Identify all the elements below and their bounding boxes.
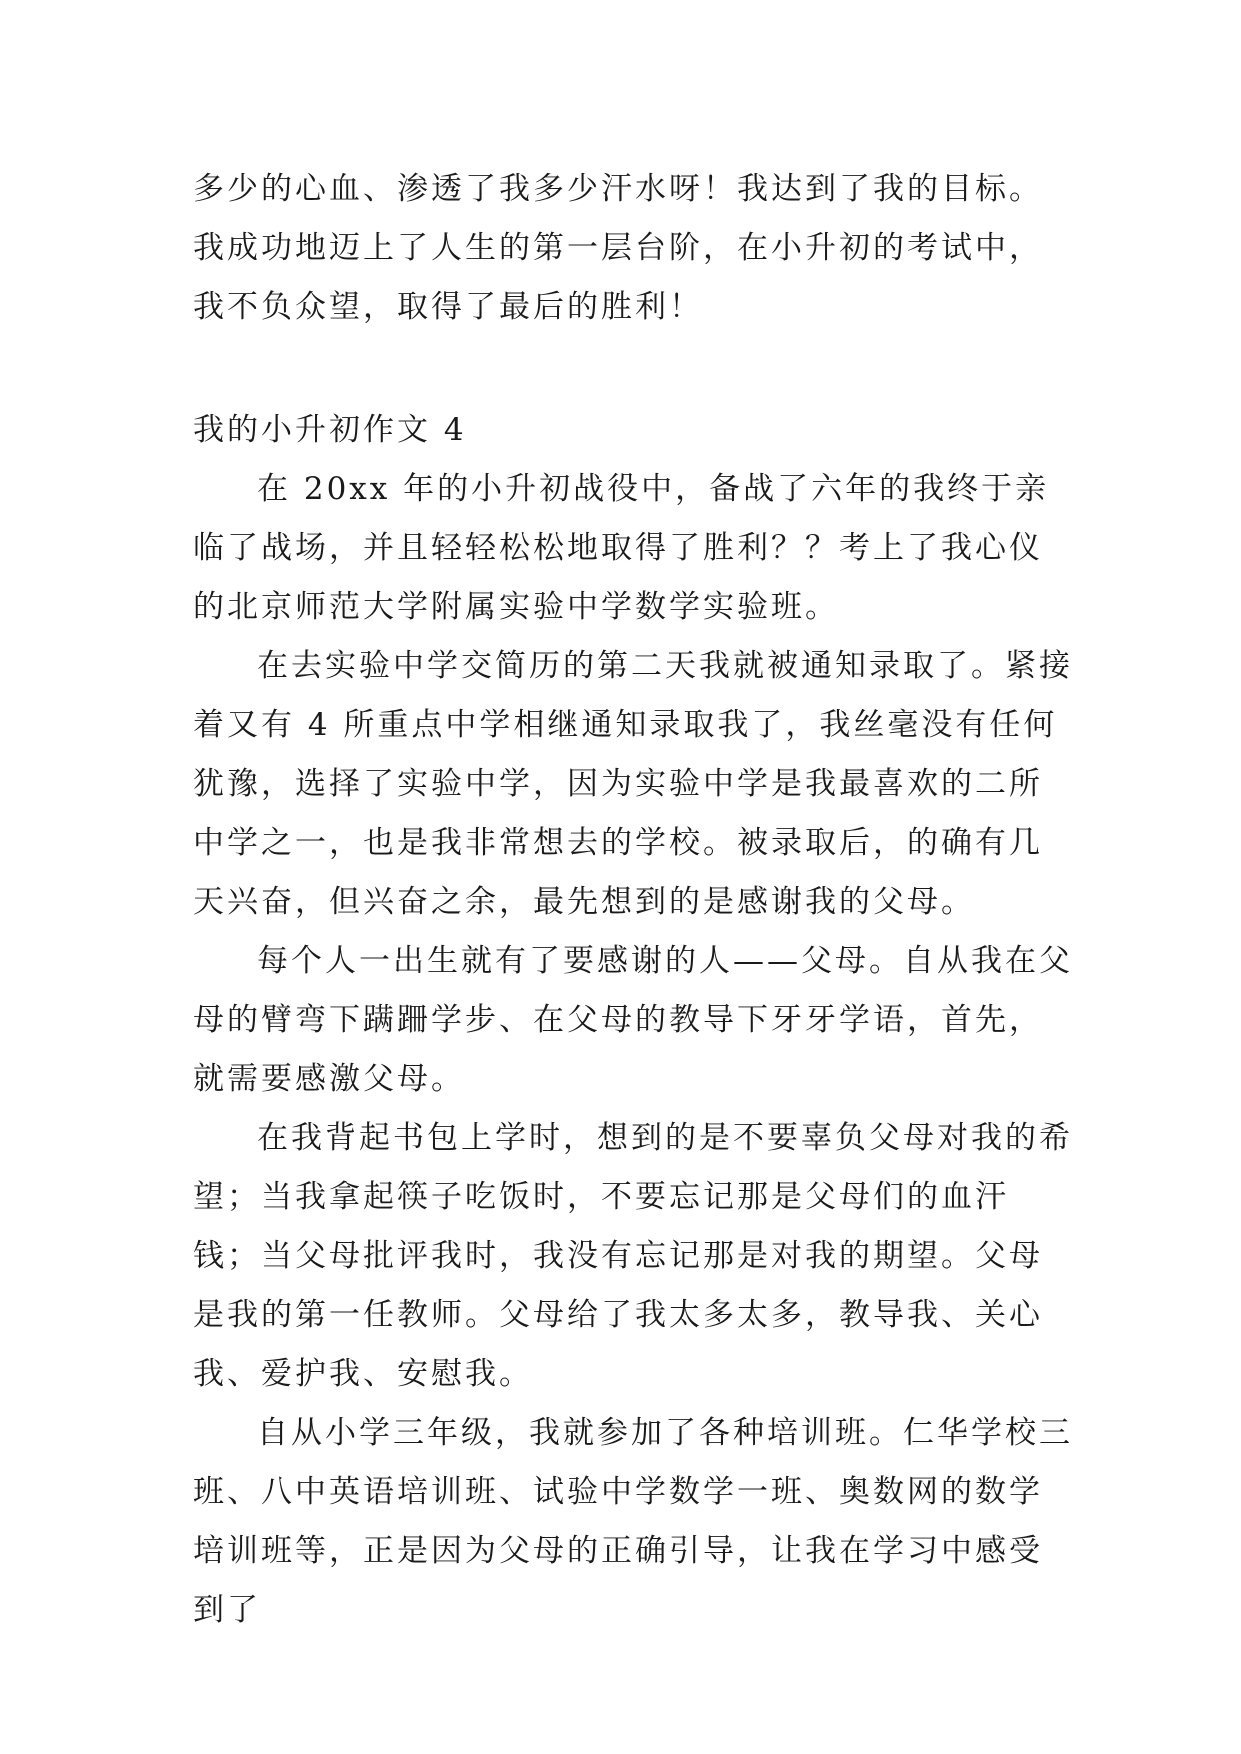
paragraph-2: 在去实验中学交简历的第二天我就被通知录取了。紧接着又有 4 所重点中学相继通知录取我了，我丝毫没有任何犹豫，选择了实验中学，因为实验中学是我最喜欢的二所中学之一，也是我非常想去的学校。被录取后，的确有几天兴奋，但兴奋之余，最先想到的是感谢我的父母。 xyxy=(193,648,1073,920)
section-title: 我的小升初作文 4 xyxy=(193,412,467,448)
paragraph-5: 自从小学三年级，我就参加了各种培训班。仁华学校三班、八中英语培训班、试验中学数学一班、奥数网的数学培训班等，正是因为父母的正确引导，让我在学习中感受到了 xyxy=(193,1415,1073,1628)
paragraph-4: 在我背起书包上学时，想到的是不要辜负父母对我的希望；当我拿起筷子吃饭时，不要忘记那是父母们的血汗钱；当父母批评我时，我没有忘记那是对我的期望。父母是我的第一任教师。父母给了我太多太多，教导我、关心我、爱护我、安慰我。 xyxy=(193,1120,1073,1392)
paragraph-3: 每个人一出生就有了要感谢的人——父母。自从我在父母的臂弯下蹒跚学步、在父母的教导下牙牙学语，首先，就需要感激父母。 xyxy=(193,943,1073,1097)
opening-paragraph: 多少的心血、渗透了我多少汗水呀！我达到了我的目标。我成功地迈上了人生的第一层台阶，在小升初的考试中，我不负众望，取得了最后的胜利！ xyxy=(193,171,1043,325)
document-body xyxy=(193,160,1073,1640)
paragraph-1: 在 20xx 年的小升初战役中，备战了六年的我终于亲临了战场，并且轻轻松松地取得了胜利？？考上了我心仪的北京师范大学附属实验中学数学实验班。 xyxy=(193,471,1050,625)
